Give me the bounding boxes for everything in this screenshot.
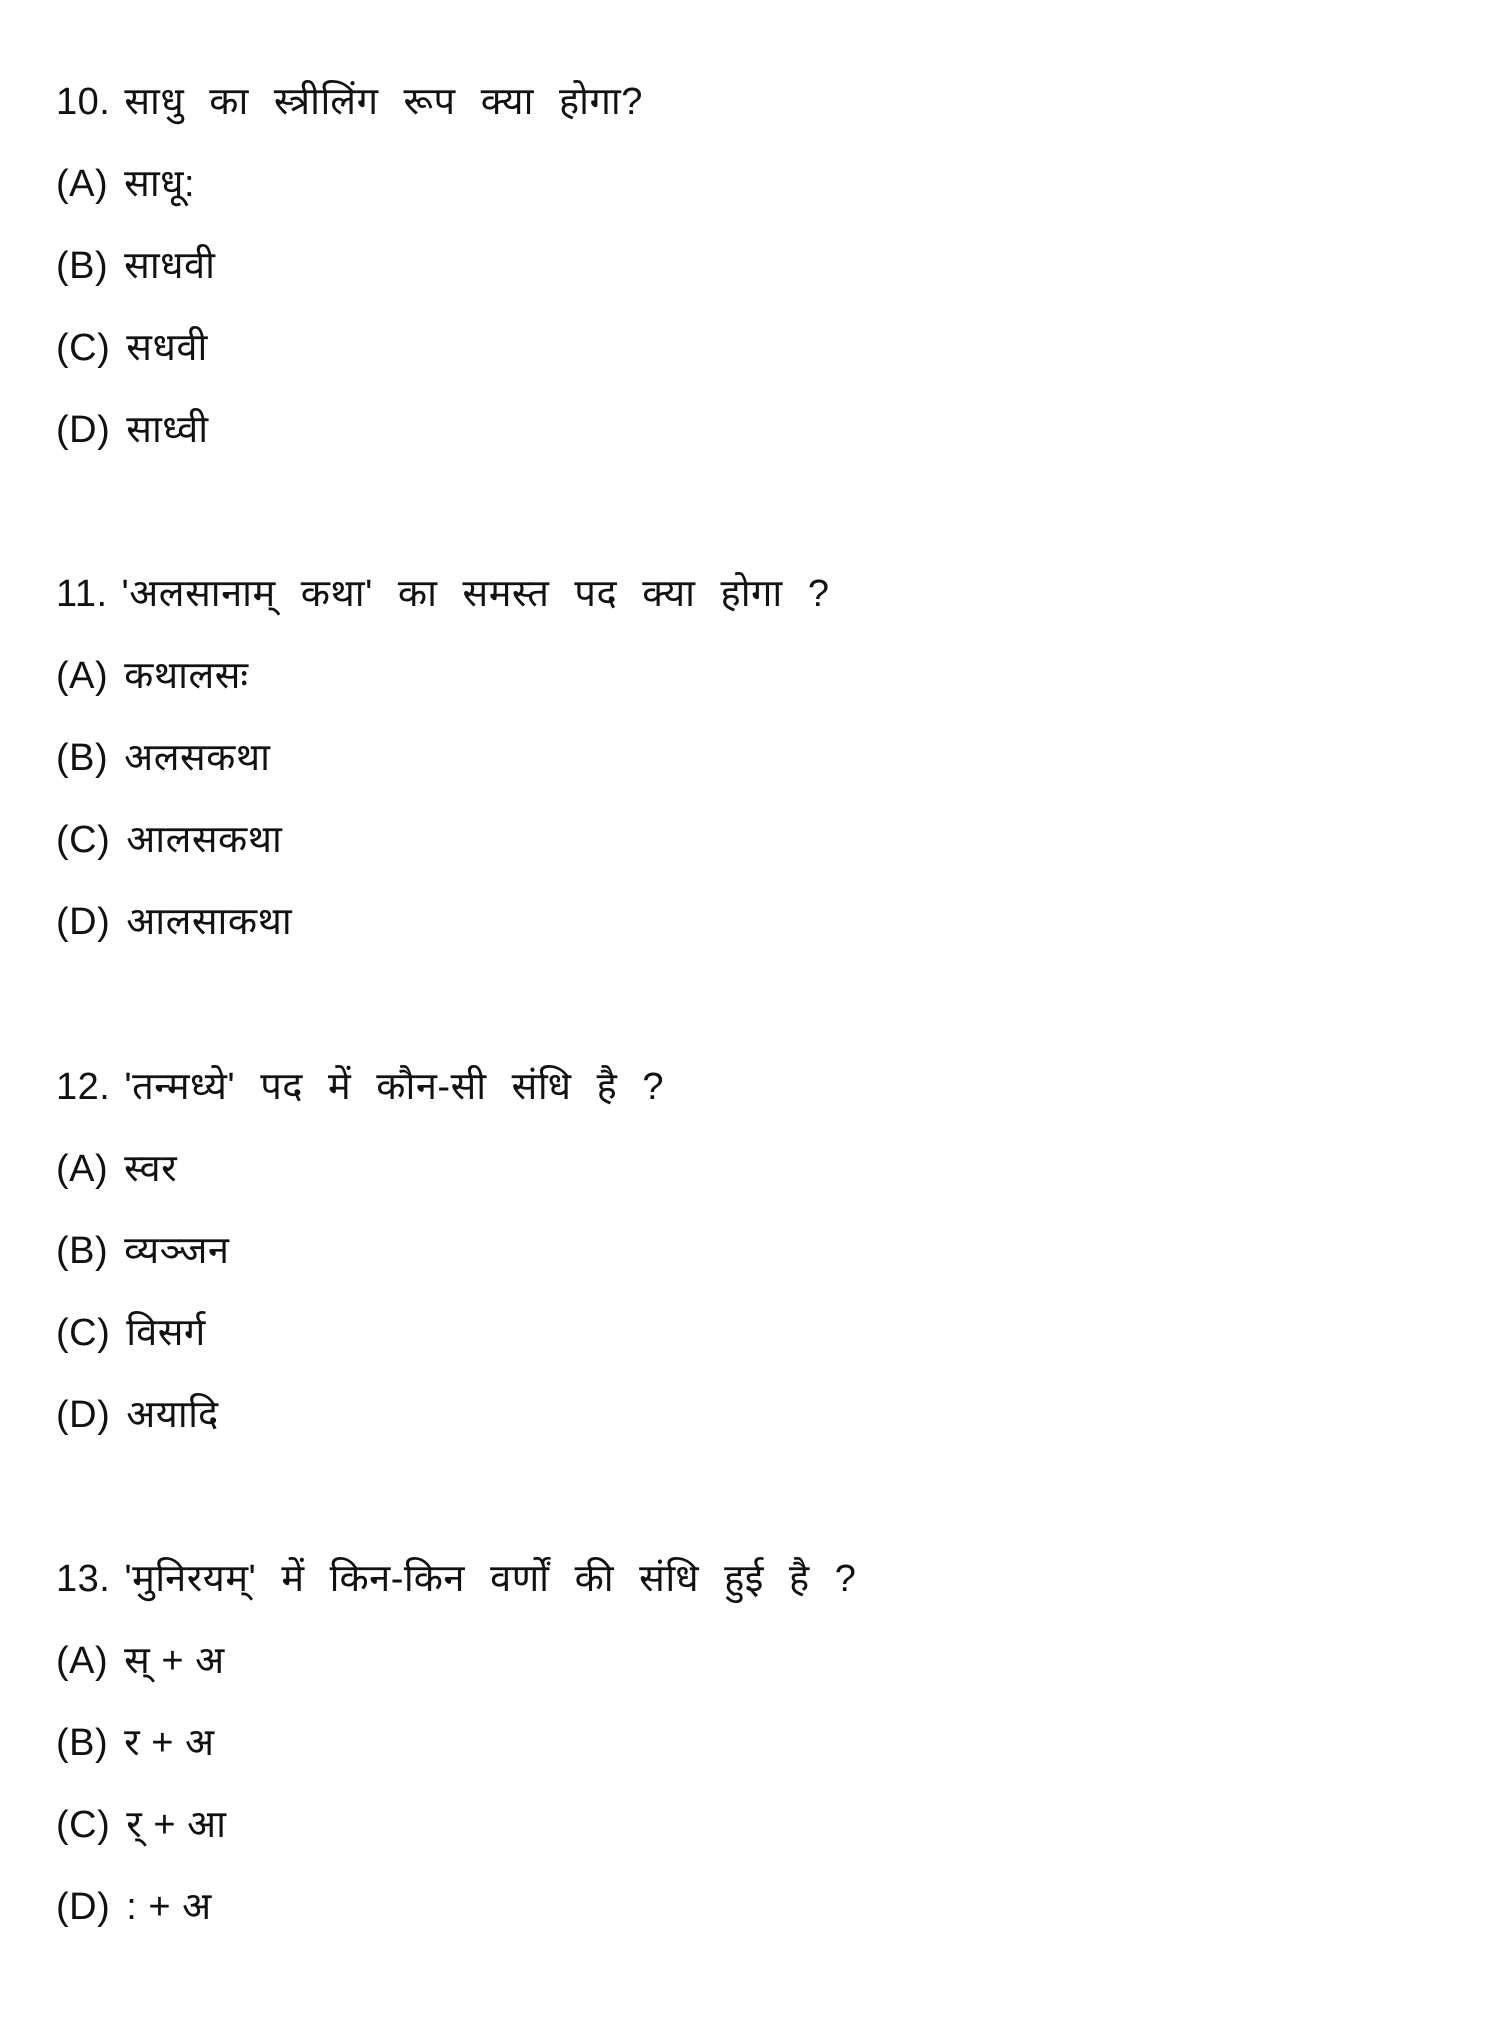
option-text: व्यञ्जन <box>124 1230 230 1272</box>
option-label: (A) <box>56 163 109 205</box>
option-label: (A) <box>56 1148 109 1190</box>
question-text: साधु का स्त्रीलिंग रूप क्या होगा? <box>124 81 643 123</box>
option-b[interactable] <box>56 1210 664 1292</box>
option-label: (C) <box>56 1312 111 1354</box>
question-number: 12. <box>56 1066 111 1108</box>
option-text: र् + आ <box>126 1804 227 1846</box>
question-number: 11. <box>56 573 108 615</box>
option-d[interactable] <box>56 1866 856 1948</box>
option-label: (B) <box>56 1230 109 1272</box>
option-c[interactable] <box>56 1292 664 1374</box>
question-10 <box>56 61 643 471</box>
option-d[interactable] <box>56 1374 664 1456</box>
question-stem <box>56 1046 664 1128</box>
option-b[interactable] <box>56 717 829 799</box>
question-11 <box>56 553 829 963</box>
option-d[interactable] <box>56 389 643 471</box>
option-c[interactable] <box>56 307 643 389</box>
option-label: (B) <box>56 737 109 779</box>
option-label: (C) <box>56 327 111 369</box>
question-number: 10. <box>56 81 111 123</box>
option-text: स्वर <box>124 1148 178 1190</box>
option-label: (D) <box>56 1886 111 1928</box>
question-13 <box>56 1538 856 1948</box>
option-text: स् + अ <box>124 1640 225 1682</box>
option-text: साधवी <box>124 245 216 287</box>
option-text: : + अ <box>126 1886 212 1928</box>
option-text: अयादि <box>126 1394 219 1436</box>
option-c[interactable] <box>56 799 829 881</box>
option-label: (C) <box>56 819 111 861</box>
option-text: साध्वी <box>126 409 209 451</box>
question-number: 13. <box>56 1558 111 1600</box>
question-12 <box>56 1046 664 1456</box>
option-text: विसर्ग <box>126 1312 206 1354</box>
question-text: 'तन्मध्ये' पद में कौन-सी संधि है ? <box>124 1066 664 1108</box>
option-b[interactable] <box>56 1702 856 1784</box>
option-label: (B) <box>56 245 109 287</box>
option-text: र + अ <box>124 1722 215 1764</box>
option-a[interactable] <box>56 1128 664 1210</box>
question-text: 'अलसानाम् कथा' का समस्त पद क्या होगा ? <box>121 573 830 615</box>
option-label: (C) <box>56 1804 111 1846</box>
question-text: 'मुनिरयम्' में किन-किन वर्णों की संधि हुई है ? <box>124 1558 857 1600</box>
option-label: (D) <box>56 409 111 451</box>
option-text: साधू: <box>124 163 196 205</box>
option-text: सधवी <box>126 327 208 369</box>
option-a[interactable] <box>56 1620 856 1702</box>
option-d[interactable] <box>56 881 829 963</box>
question-stem <box>56 1538 856 1620</box>
option-a[interactable] <box>56 143 643 225</box>
option-label: (D) <box>56 901 111 943</box>
option-label: (A) <box>56 1640 109 1682</box>
option-label: (A) <box>56 655 109 697</box>
option-a[interactable] <box>56 635 829 717</box>
option-label: (D) <box>56 1394 111 1436</box>
question-stem <box>56 553 829 635</box>
option-text: कथालसः <box>124 655 249 697</box>
option-b[interactable] <box>56 225 643 307</box>
option-text: आलसाकथा <box>126 901 293 943</box>
option-text: आलसकथा <box>126 819 283 861</box>
option-label: (B) <box>56 1722 109 1764</box>
option-c[interactable] <box>56 1784 856 1866</box>
option-text: अलसकथा <box>124 737 271 779</box>
question-stem <box>56 61 643 143</box>
